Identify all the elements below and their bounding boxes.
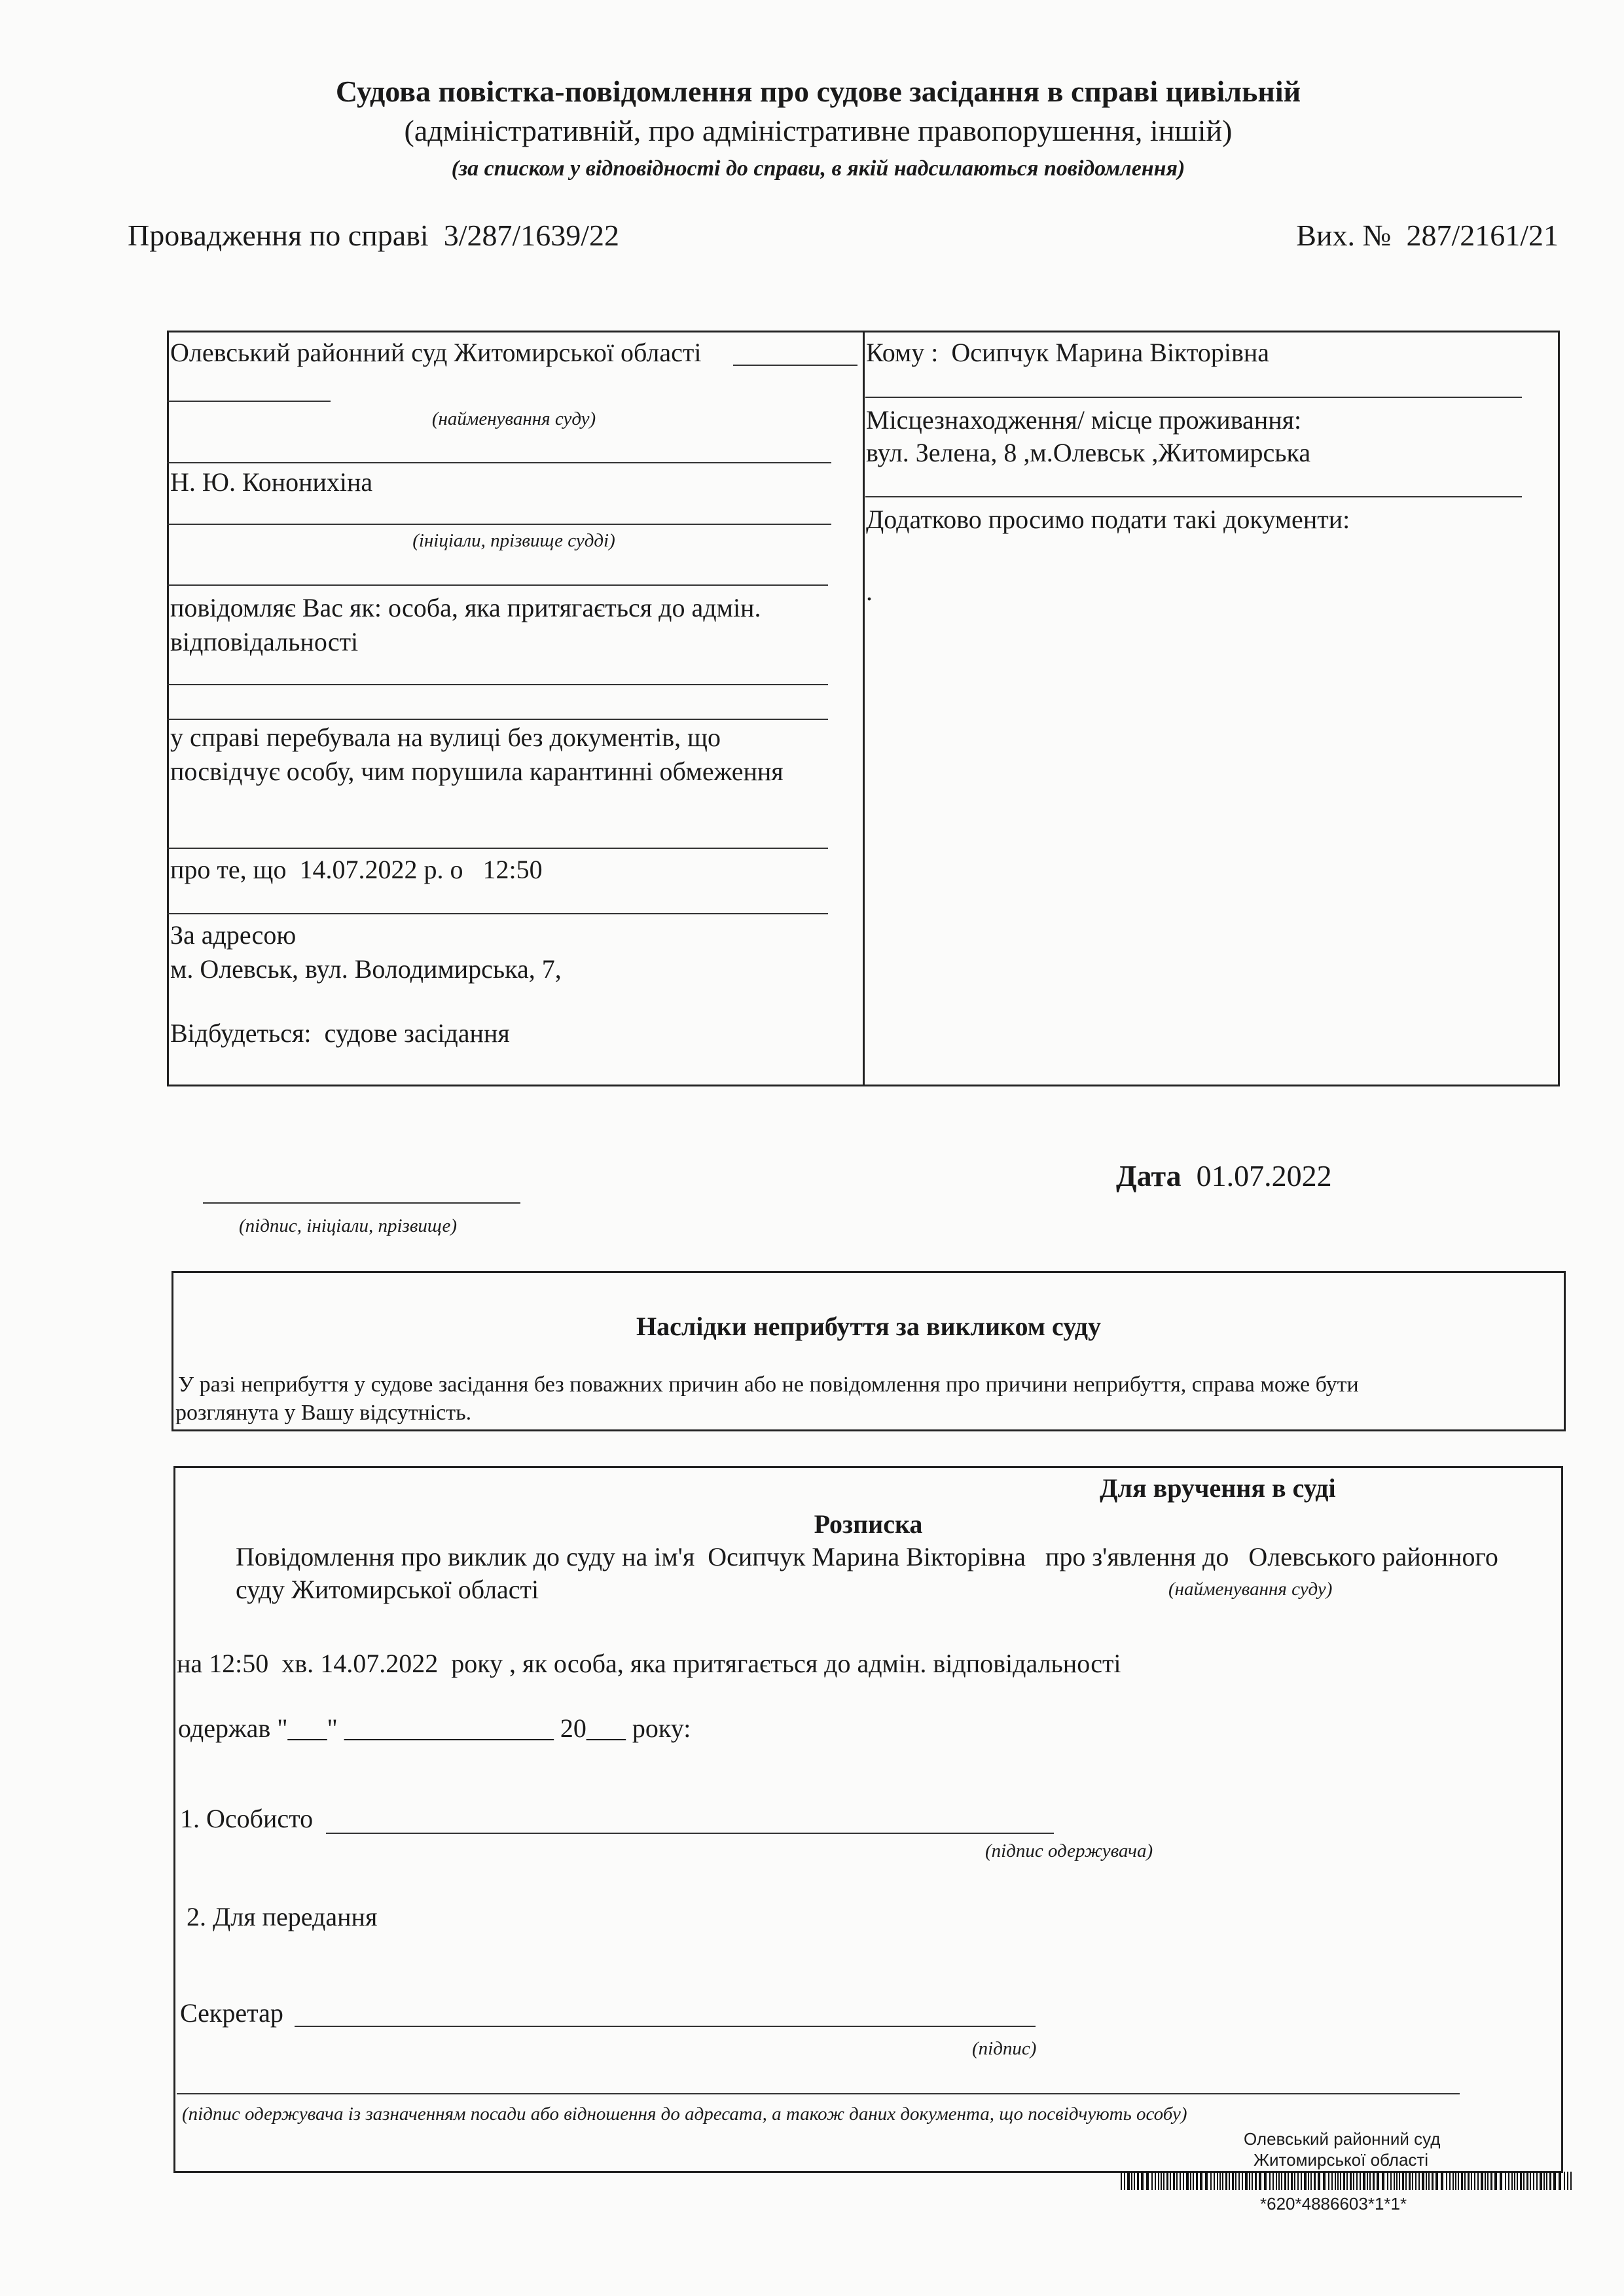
barcode-bar xyxy=(1229,2172,1230,2190)
secretary-signature-line xyxy=(295,2026,1036,2027)
judge-underline xyxy=(167,524,831,525)
barcode-bar xyxy=(1517,2172,1518,2190)
hearing-prefix: про те, що xyxy=(170,855,287,884)
barcode-bar xyxy=(1281,2172,1282,2190)
recipient-name: Осипчук Марина Вікторівна xyxy=(951,338,1270,367)
barcode-bar xyxy=(1173,2172,1175,2190)
barcode-bar xyxy=(1284,2172,1286,2190)
barcode-bar xyxy=(1314,2172,1316,2190)
barcode-bar xyxy=(1356,2172,1358,2190)
barcode-bar xyxy=(1402,2172,1404,2190)
barcode-bar xyxy=(1505,2172,1506,2190)
barcode-bar xyxy=(1310,2172,1312,2190)
event-value: судове засідання xyxy=(324,1018,510,1048)
barcode-bar xyxy=(1288,2172,1289,2190)
barcode-bar xyxy=(1294,2172,1295,2190)
barcode-bar xyxy=(1134,2172,1135,2190)
barcode-bar xyxy=(1232,2172,1234,2190)
consequences-title: Наслідки неприбуття за викликом суду xyxy=(636,1312,1101,1341)
barcode-bar xyxy=(1461,2172,1463,2190)
barcode-text: *620*4886603*1*1* xyxy=(1260,2194,1407,2214)
signature-caption: (підпис, ініціали, прізвище) xyxy=(239,1215,458,1236)
barcode-bar xyxy=(1553,2172,1556,2190)
receipt-line-3 xyxy=(177,1648,1121,1679)
case-description-line-2: посвідчує особу, чим порушила карантинні обмеження xyxy=(170,757,784,786)
barcode-bar xyxy=(1219,2172,1221,2190)
barcode-bar xyxy=(1276,2172,1277,2190)
barcode-bar xyxy=(1127,2172,1130,2190)
barcode-bar xyxy=(1331,2172,1333,2190)
court-name-caption: (найменування суду) xyxy=(431,408,596,429)
barcode-bar xyxy=(1471,2172,1472,2190)
barcode-bar xyxy=(1405,2172,1407,2190)
judge-caption-underline xyxy=(167,584,828,586)
barcode-bar xyxy=(1137,2172,1139,2190)
barcode-bar xyxy=(1446,2172,1447,2190)
hearing-date: 14.07.2022 р. о xyxy=(299,855,463,884)
barcode-bar xyxy=(1418,2172,1420,2190)
barcode-bar xyxy=(1328,2172,1329,2190)
barcode-bar xyxy=(1536,2172,1538,2190)
barcode-bar xyxy=(1200,2172,1202,2190)
barcode-bar xyxy=(1540,2172,1542,2190)
barcode-bar xyxy=(1186,2172,1189,2190)
barcode-bar xyxy=(1455,2172,1456,2190)
barcode-bar xyxy=(1363,2172,1365,2190)
documents-label: Додатково просимо подати такі документи: xyxy=(866,505,1350,534)
receipt-on: на xyxy=(177,1649,203,1678)
barcode-bar xyxy=(1272,2172,1274,2190)
document-subtitle: (адміністративній, про адміністративне правопорушення, іншій) xyxy=(404,114,1233,147)
consequences-line-1: У разі неприбуття у судове засідання без поважних причин або не повідомлення про причини неприбуття, справа може бути xyxy=(178,1372,1359,1397)
barcode-bar xyxy=(1196,2172,1198,2190)
hearing-time: 12:50 xyxy=(482,855,543,884)
barcode-bar xyxy=(1166,2172,1168,2190)
event-line xyxy=(170,1018,510,1049)
judge-name: Н. Ю. Кононихіна xyxy=(170,467,373,497)
barcode-bar xyxy=(1477,2172,1479,2190)
barcode-bar xyxy=(1249,2172,1250,2190)
barcode-bar xyxy=(1301,2172,1302,2190)
barcode-bar xyxy=(1514,2172,1515,2190)
receipt-court-caption: (найменування суду) xyxy=(1168,1579,1333,1600)
notifies-underline xyxy=(167,684,828,685)
barcode-bar xyxy=(1235,2172,1236,2190)
case-label: Провадження по справі xyxy=(128,219,429,252)
case-number: 3/287/1639/22 xyxy=(443,219,620,252)
receipt-title: Розписка xyxy=(814,1509,923,1539)
barcode-bar xyxy=(1533,2172,1534,2190)
barcode-bar xyxy=(1146,2172,1149,2190)
recipient-line xyxy=(866,337,1269,368)
receipt-recipient-name: Осипчук Марина Вікторівна xyxy=(708,1542,1026,1571)
barcode-bar xyxy=(1559,2172,1561,2190)
personal-signature-line xyxy=(326,1833,1054,1834)
summons-divider xyxy=(863,331,865,1086)
barcode-bar xyxy=(1121,2172,1122,2190)
barcode-bar xyxy=(1394,2172,1395,2190)
date-label: Дата xyxy=(1116,1159,1182,1193)
barcode-bar xyxy=(1225,2172,1227,2190)
barcode-bar xyxy=(1520,2172,1522,2190)
barcode-bar xyxy=(1180,2172,1181,2190)
signature-line xyxy=(203,1202,520,1204)
notifies-line-1: повідомляє Вас як: особа, яка притягається до адмін. xyxy=(170,593,761,622)
barcode-bar xyxy=(1151,2172,1153,2190)
barcode-bar xyxy=(1252,2172,1253,2190)
barcode-bar xyxy=(1141,2172,1144,2190)
barcode-bar xyxy=(1487,2172,1489,2190)
barcode-bar xyxy=(1567,2172,1568,2190)
receipt-line1-suffix: про з'явлення до xyxy=(1045,1542,1229,1571)
barcode-bar xyxy=(1367,2172,1368,2190)
consequences-line-2: розглянута у Вашу відсутність. xyxy=(175,1401,472,1425)
outgoing-number: 287/2161/21 xyxy=(1406,219,1559,252)
barcode-bar xyxy=(1217,2172,1218,2190)
barcode-bar xyxy=(1494,2172,1497,2190)
barcode-bar xyxy=(1474,2172,1475,2190)
barcode-bar xyxy=(1453,2172,1454,2190)
event-label: Відбудеться: xyxy=(170,1018,312,1048)
barcode-bar xyxy=(1255,2172,1257,2190)
document-note: (за списком у відповідності до справи, в якій надсилаються повідомлення) xyxy=(451,156,1185,181)
address-value: м. Олевськ, вул. Володимирська, 7, xyxy=(170,954,562,984)
barcode-bar xyxy=(1360,2172,1361,2190)
court-stamp-line-1: Олевський районний суд xyxy=(1244,2129,1441,2149)
secretary-caption: (підпис) xyxy=(972,2038,1037,2059)
transfer-label: 2. Для передання xyxy=(187,1902,378,1931)
personal-label: 1. Особисто xyxy=(180,1804,314,1833)
court-name: Олевський районний суд Житомирської області xyxy=(170,338,702,367)
barcode-bar xyxy=(1155,2172,1156,2190)
receipt-line3-suffix: року , як особа, яка притягається до адмін. відповідальності xyxy=(451,1649,1121,1678)
barcode-bar xyxy=(1549,2172,1551,2190)
barcode-bar xyxy=(1190,2172,1191,2190)
receipt-date: 14.07.2022 xyxy=(320,1649,439,1678)
barcode xyxy=(1121,2172,1579,2190)
notifies-line-2: відповідальності xyxy=(170,627,359,656)
barcode-bar xyxy=(1238,2172,1240,2190)
barcode-bar xyxy=(1458,2172,1459,2190)
barcode-bar xyxy=(1163,2172,1164,2190)
recipient-label: Кому : xyxy=(866,338,939,367)
date-value: 01.07.2022 xyxy=(1196,1159,1332,1193)
barcode-bar xyxy=(1245,2172,1248,2190)
hearing-underline xyxy=(167,913,828,914)
documents-value: . xyxy=(866,577,873,606)
receipt-minutes: хв. xyxy=(281,1649,314,1678)
location-value: вул. Зелена, 8 ,м.Олевськ ,Житомирська xyxy=(866,438,1311,467)
court-name-underline xyxy=(733,365,857,366)
barcode-bar xyxy=(1259,2172,1261,2190)
receiver-caption: (підпис одержувача із зазначенням посади або відношення до адресата, а також даних документа, що посвідчують особу) xyxy=(182,2104,1187,2125)
receipt-court-start: Олевського районного xyxy=(1248,1542,1498,1571)
barcode-bar xyxy=(1222,2172,1223,2190)
barcode-bar xyxy=(1382,2172,1384,2190)
receiver-signature-line xyxy=(177,2093,1460,2094)
barcode-bar xyxy=(1205,2172,1208,2190)
barcode-bar xyxy=(1323,2172,1326,2190)
barcode-bar xyxy=(1304,2172,1307,2190)
barcode-bar xyxy=(1390,2172,1392,2190)
barcode-bar xyxy=(1291,2172,1293,2190)
barcode-bar xyxy=(1409,2172,1411,2190)
barcode-bar xyxy=(1343,2172,1345,2190)
barcode-bar xyxy=(1377,2172,1379,2190)
document-title: Судова повістка-повідомлення про судове засідання в справі цивільній xyxy=(335,75,1301,108)
barcode-bar xyxy=(1500,2172,1502,2190)
document-date xyxy=(1116,1158,1332,1194)
barcode-bar xyxy=(1530,2172,1531,2190)
for-court-label: Для вручення в суді xyxy=(1100,1473,1336,1503)
barcode-bar xyxy=(1526,2172,1528,2190)
barcode-bar xyxy=(1369,2172,1371,2190)
barcode-bar xyxy=(1435,2172,1438,2190)
barcode-bar xyxy=(1432,2172,1434,2190)
barcode-bar xyxy=(1428,2172,1430,2190)
barcode-bar xyxy=(1346,2172,1348,2190)
personal-caption: (підпис одержувача) xyxy=(985,1840,1153,1861)
barcode-bar xyxy=(1511,2172,1513,2190)
outgoing-reference xyxy=(1296,218,1559,253)
barcode-bar xyxy=(1468,2172,1470,2190)
barcode-bar xyxy=(1340,2172,1341,2190)
barcode-bar xyxy=(1131,2172,1132,2190)
receipt-line1-prefix: Повідомлення про виклик до суду на ім'я xyxy=(236,1542,695,1571)
barcode-bar xyxy=(1353,2172,1354,2190)
barcode-bar xyxy=(1308,2172,1309,2190)
barcode-bar xyxy=(1387,2172,1388,2190)
location-label: Місцезнаходження/ місце проживання: xyxy=(866,405,1302,435)
case-description-underline xyxy=(167,848,828,849)
outgoing-label: Вих. № xyxy=(1296,219,1392,252)
barcode-bar xyxy=(1170,2172,1171,2190)
barcode-bar xyxy=(1485,2172,1486,2190)
barcode-bar xyxy=(1318,2172,1320,2190)
barcode-bar xyxy=(1350,2172,1352,2190)
court-name-underline-2 xyxy=(167,401,331,402)
receipt-line-1 xyxy=(236,1541,1498,1573)
barcode-bar xyxy=(1124,2172,1125,2190)
receipt-time: 12:50 xyxy=(209,1649,269,1678)
barcode-bar xyxy=(1481,2172,1483,2190)
barcode-bar xyxy=(1426,2172,1427,2190)
barcode-bar xyxy=(1415,2172,1416,2190)
recipient-underline xyxy=(865,397,1522,398)
court-caption-underline xyxy=(167,462,831,463)
barcode-bar xyxy=(1335,2172,1336,2190)
judge-caption: (ініціали, прізвище судді) xyxy=(412,530,615,551)
receipt-line-2: суду Житомирської області xyxy=(236,1575,539,1604)
location-underline xyxy=(865,496,1522,497)
barcode-bar xyxy=(1523,2172,1525,2190)
barcode-bar xyxy=(1464,2172,1466,2190)
barcode-bar xyxy=(1546,2172,1547,2190)
barcode-bar xyxy=(1373,2172,1375,2190)
notifies-underline-2 xyxy=(167,719,828,720)
barcode-bar xyxy=(1297,2172,1299,2190)
barcode-bar xyxy=(1193,2172,1194,2190)
barcode-bar xyxy=(1508,2172,1509,2190)
barcode-bar xyxy=(1441,2172,1443,2190)
barcode-bar xyxy=(1264,2172,1267,2190)
barcode-bar xyxy=(1161,2172,1162,2190)
barcode-bar xyxy=(1412,2172,1413,2190)
barcode-bar xyxy=(1269,2172,1271,2190)
barcode-bar xyxy=(1422,2172,1424,2190)
barcode-bar xyxy=(1158,2172,1159,2190)
barcode-bar xyxy=(1176,2172,1178,2190)
barcode-bar xyxy=(1183,2172,1184,2190)
barcode-bar xyxy=(1490,2172,1492,2190)
court-stamp-line-2: Житомирської області xyxy=(1254,2150,1429,2170)
barcode-bar xyxy=(1396,2172,1398,2190)
received-line: одержав "___" ________________ 20___ року: xyxy=(178,1713,691,1743)
barcode-bar xyxy=(1564,2172,1565,2190)
barcode-bar xyxy=(1242,2172,1243,2190)
secretary-label: Секретар xyxy=(180,1998,283,2028)
barcode-bar xyxy=(1543,2172,1545,2190)
barcode-bar xyxy=(1210,2172,1212,2190)
case-description-line-1: у справі перебувала на вулиці без документів, що xyxy=(170,723,721,752)
hearing-datetime xyxy=(170,854,543,886)
barcode-bar xyxy=(1449,2172,1451,2190)
address-label: За адресою xyxy=(170,920,297,950)
barcode-bar xyxy=(1278,2172,1280,2190)
barcode-bar xyxy=(1214,2172,1215,2190)
barcode-bar xyxy=(1570,2172,1572,2190)
barcode-bar xyxy=(1337,2172,1339,2190)
case-reference xyxy=(128,218,619,253)
barcode-bar xyxy=(1399,2172,1400,2190)
